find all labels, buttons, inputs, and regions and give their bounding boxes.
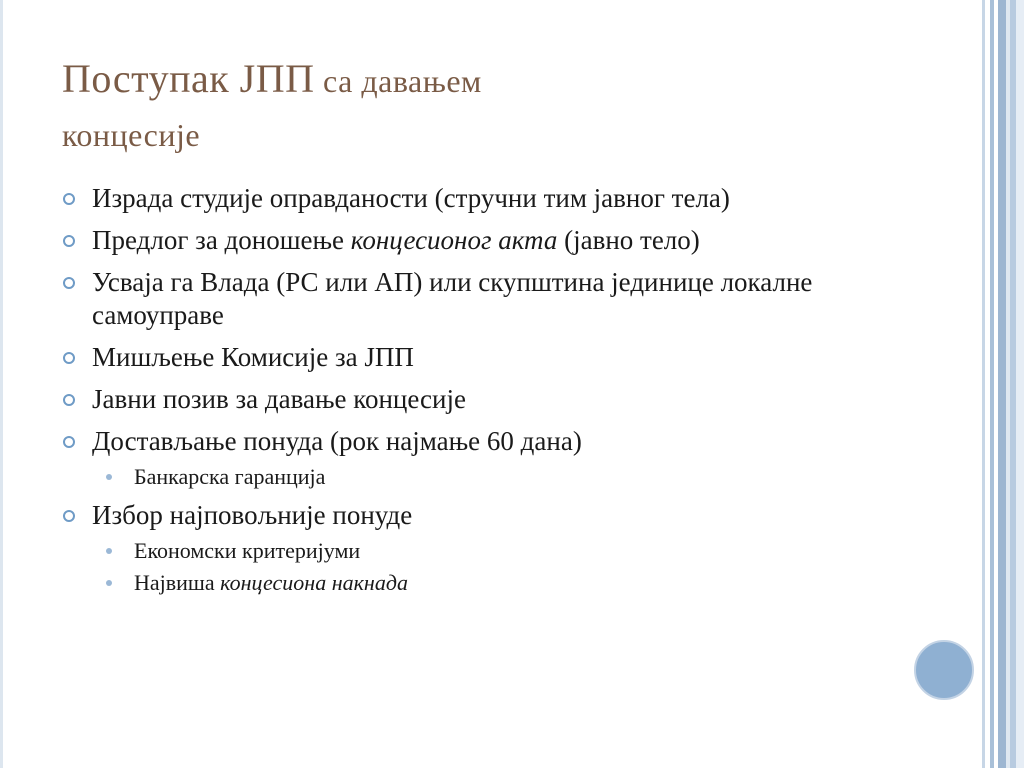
- bullet-list: [62, 182, 922, 605]
- bullet-text: Достављање понуда (рок најмање 60 дана): [92, 426, 582, 456]
- right-decorative-stripes: [976, 0, 1024, 768]
- bullet-item: [62, 182, 922, 215]
- bullet-item: [62, 499, 922, 532]
- sub-bullet-item: [62, 463, 922, 491]
- ring-bullet-icon: [63, 394, 75, 406]
- sub-bullet-text: Економски критеријуми: [134, 538, 361, 563]
- bullet-text-italic: концесионог акта: [350, 225, 558, 255]
- bullet-text: Јавни позив за давање концесије: [92, 384, 466, 414]
- bullet-item: [62, 224, 922, 257]
- ring-bullet-icon: [63, 193, 75, 205]
- left-edge-border: [0, 0, 8, 768]
- slide-title: [62, 52, 942, 162]
- bullet-item: [62, 341, 922, 374]
- dot-bullet-icon: [106, 548, 112, 554]
- ring-bullet-icon: [63, 277, 75, 289]
- bullet-item: [62, 425, 922, 458]
- sub-bullet-text: Банкарска гаранција: [134, 464, 326, 489]
- bullet-text: Израда студије оправданости (стручни тим јавног тела): [92, 183, 730, 213]
- title-line2: концесије: [62, 117, 201, 153]
- sub-bullet-text-italic: концесиона накнада: [220, 570, 408, 595]
- ring-bullet-icon: [63, 352, 75, 364]
- dot-bullet-icon: [106, 580, 112, 586]
- decorative-circle: [914, 640, 974, 700]
- bullet-item: [62, 383, 922, 416]
- sub-bullet-item: [62, 569, 922, 597]
- sub-bullet-text-before: Највиша: [134, 570, 221, 595]
- dot-bullet-icon: [106, 474, 112, 480]
- title-line1-rest: са давањем: [323, 63, 482, 99]
- bullet-text: Усваја га Влада (РС или АП) или скупштина јединице локалне самоуправе: [92, 267, 813, 330]
- ring-bullet-icon: [63, 436, 75, 448]
- bullet-text-before: Предлог за доношење: [92, 225, 351, 255]
- bullet-text: Избор најповољније понуде: [92, 500, 413, 530]
- ring-bullet-icon: [63, 235, 75, 247]
- sub-bullet-item: [62, 537, 922, 565]
- ring-bullet-icon: [63, 510, 75, 522]
- title-line1-main: Поступак ЈПП: [62, 56, 315, 101]
- bullet-text-after: (јавно тело): [557, 225, 700, 255]
- bullet-item: [62, 266, 922, 332]
- bullet-text: Мишљење Комисије за ЈПП: [92, 342, 414, 372]
